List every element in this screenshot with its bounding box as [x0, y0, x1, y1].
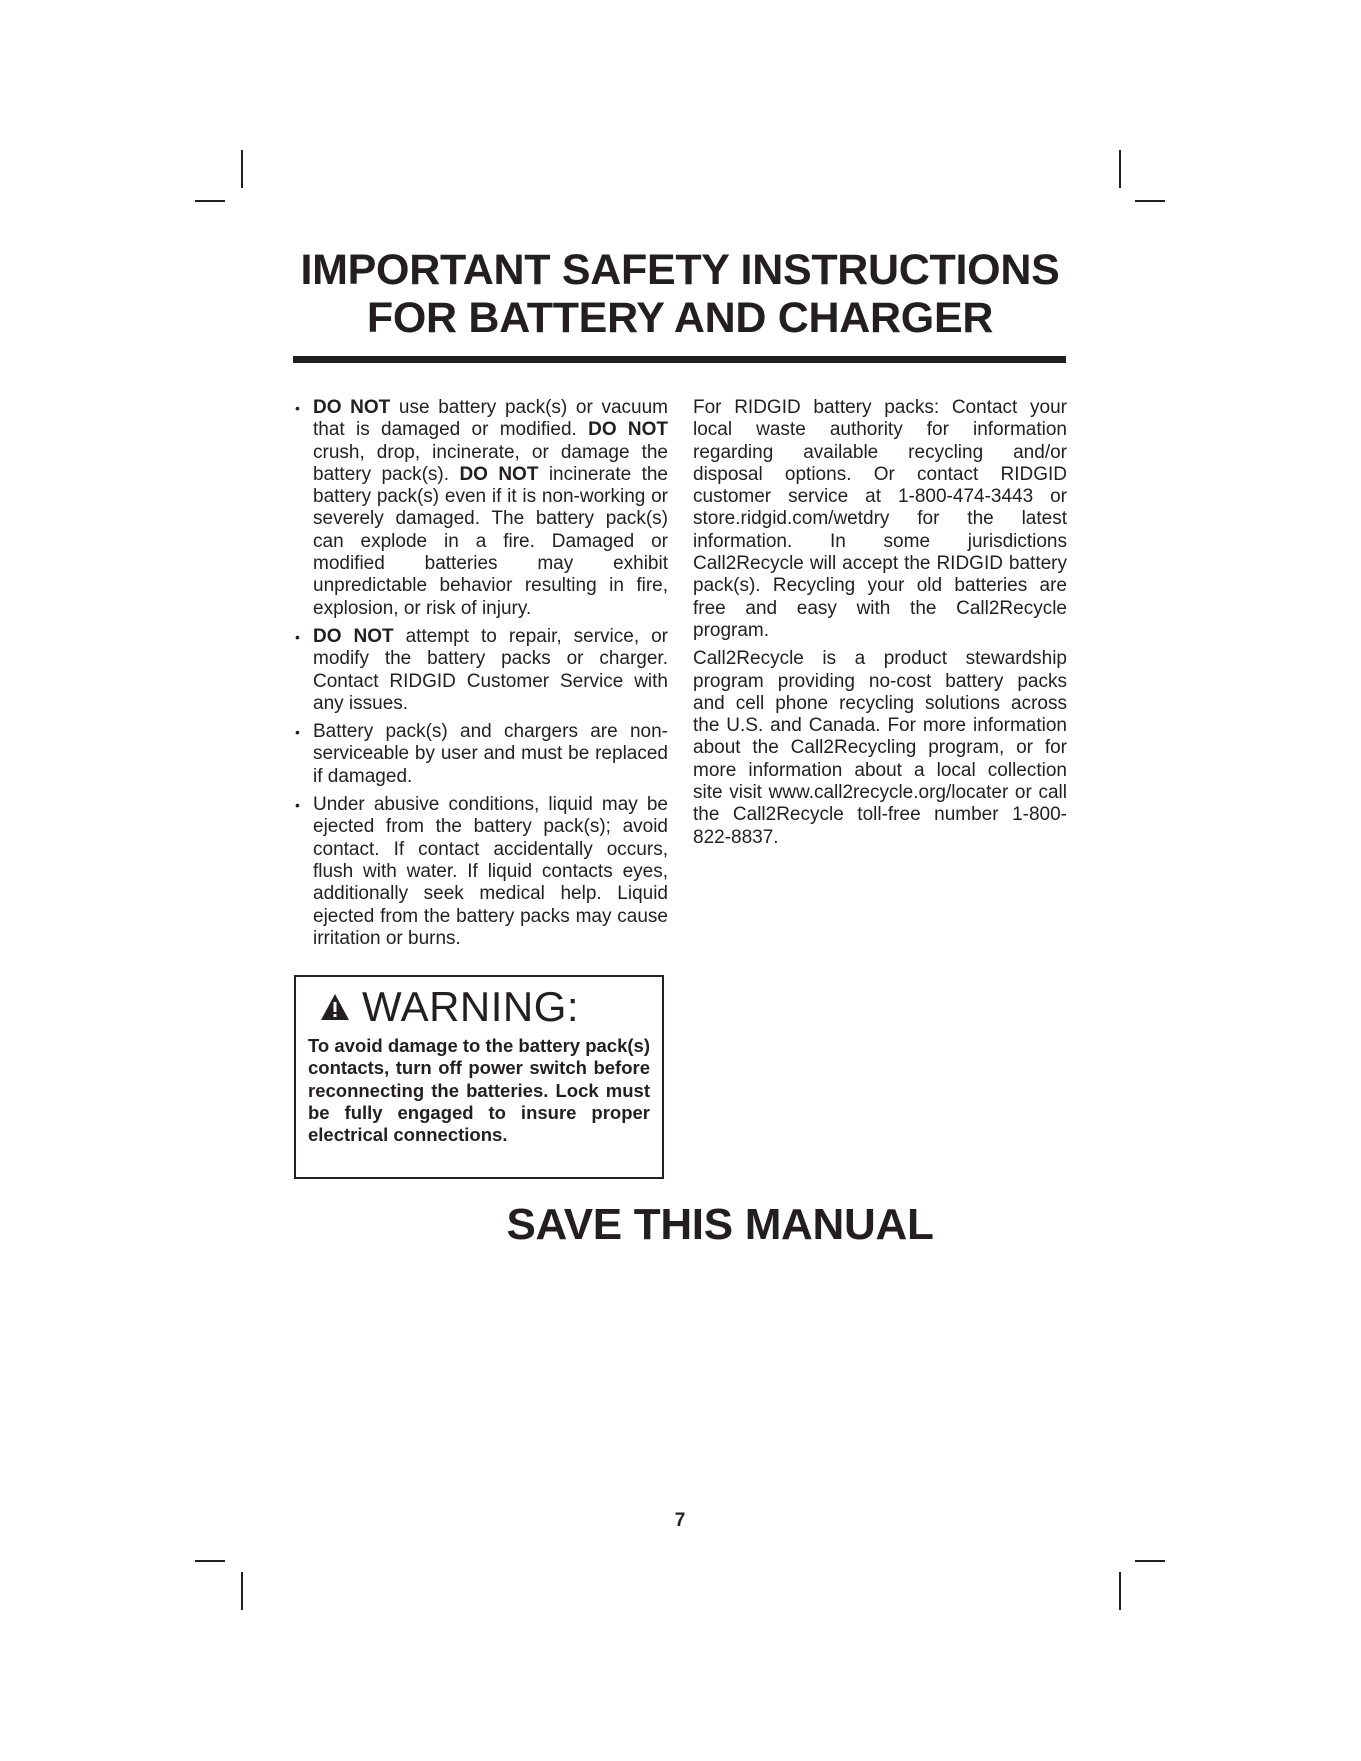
bullet-item — [295, 721, 668, 788]
call2recycle-paragraph: Call2Recycle is a product stewardship program providing no-cost battery packs and cell phone recycling solutions across the U.S. and Canada. For more information about the Call2Recycling program, or for more information about a local collection site visit www.call2recycle.org/locater or call the Call2Recycle toll-free number 1-800-822-8837. — [693, 648, 1067, 848]
crop-mark — [195, 200, 225, 202]
left-column — [295, 397, 668, 956]
bullet-text: use battery pack(s) or vacuum that is damaged or modified. — [313, 397, 668, 441]
save-manual-heading: SAVE THIS MANUAL — [506, 1200, 934, 1249]
bullet-item — [295, 397, 668, 620]
title-rule — [293, 356, 1066, 363]
recycling-paragraph: For RIDGID battery packs: Contact your local waste authority for information regarding available recycling and/or disposal options. Or contact RIDGID customer service at 1-800-474-3443 or store.ridgid.com/wetdry for the latest information. In some jurisdictions Call2Recycle will accept the RIDGID battery pack(s). Recycling your old batteries are free and easy with the Call2Recycle program. — [693, 397, 1067, 641]
bullet-text: attempt to repair, service, or modify the battery packs or charger. Contact RIDGID Customer Service with any issues. — [313, 625, 668, 714]
emphasis-text: DO NOT — [313, 625, 394, 647]
crop-mark — [1119, 150, 1121, 188]
bullet-text: Battery pack(s) and chargers are non-serviceable by user and must be replaced if damaged. — [313, 721, 668, 787]
page-title — [260, 246, 1100, 342]
crop-mark — [241, 150, 243, 188]
emphasis-text: DO NOT — [459, 463, 539, 485]
crop-mark — [241, 1572, 243, 1610]
bullet-dot-icon: • — [295, 797, 300, 814]
bullet-dot-icon: • — [295, 724, 300, 741]
crop-mark — [1135, 1560, 1165, 1562]
emphasis-text: DO NOT — [588, 419, 668, 441]
bullet-text: Under abusive conditions, liquid may be ejected from the battery pack(s); avoid contact. If contact accidentally occurs, flush with water. If liquid contacts eyes, additionally seek medical help. Liquid ejected from the battery packs may cause irritation or burns. — [313, 794, 668, 949]
page-number: 7 — [674, 1510, 686, 1531]
title-line-1: IMPORTANT SAFETY INSTRUCTIONS — [300, 246, 1060, 294]
bullet-list — [295, 397, 668, 950]
bullet-text: incinerate the battery pack(s) even if it is non-working or severely damaged. The battery pack(s) can explode in a fire. Damaged or modified batteries may exhibit unpredictable behavior resulting in fire, explosion, or risk of injury. — [313, 463, 669, 619]
crop-mark — [195, 1560, 225, 1562]
right-column — [693, 397, 1067, 855]
bullet-text: crush, drop, incinerate, or damage the battery pack(s). — [313, 441, 668, 485]
title-line-2: FOR BATTERY AND CHARGER — [366, 294, 994, 342]
warning-header — [308, 983, 650, 1031]
bullet-item — [295, 794, 668, 950]
bullet-item — [295, 626, 668, 715]
bullet-dot-icon: • — [295, 628, 300, 645]
crop-mark — [1135, 200, 1165, 202]
warning-triangle-icon — [320, 993, 350, 1021]
emphasis-text: DO NOT — [313, 397, 391, 418]
warning-text: To avoid damage to the battery pack(s) contacts, turn off power switch before reconnecting the batteries. Lock must be fully engaged to insure proper electrical connections. — [308, 1035, 650, 1146]
warning-box — [294, 975, 664, 1179]
warning-heading: WARNING: — [362, 983, 580, 1030]
crop-mark — [1119, 1572, 1121, 1610]
bullet-dot-icon: • — [295, 400, 300, 416]
